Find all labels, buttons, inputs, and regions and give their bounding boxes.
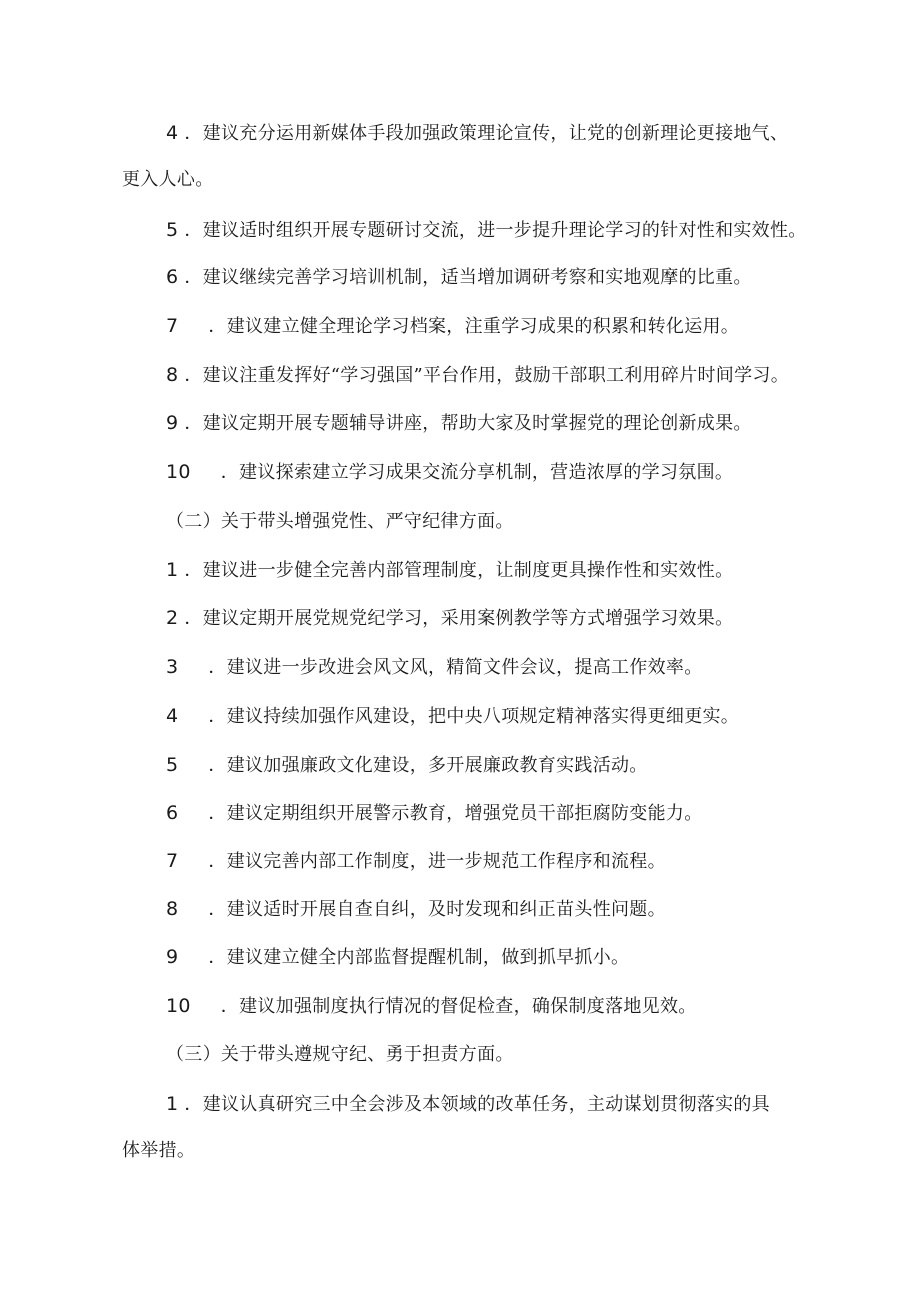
item-number: 1: [166, 1093, 179, 1115]
list-item: [166, 897, 666, 922]
item-text-continuation: 更入人心。: [122, 169, 214, 190]
list-item: [166, 655, 703, 680]
item-number: 10: [166, 995, 191, 1017]
item-text: ．建议建立健全内部监督提醒机制，做到抓早抓小。: [208, 947, 630, 968]
item-text: ．建议建立健全理论学习档案，注重学习成果的积累和转化运用。: [208, 316, 740, 337]
item-text: ．建议定期开展专题辅导讲座，帮助大家及时掌握党的理论创新成果。: [184, 413, 752, 434]
list-item-continuation: [122, 168, 214, 192]
item-text-continuation: 体举措。: [122, 1140, 196, 1161]
item-text: ．建议进一步改进会风文风，精简文件会议，提高工作效率。: [208, 657, 703, 678]
item-number: 5: [166, 754, 179, 776]
section-heading: （三）关于带头遵规守纪、勇于担责方面。: [166, 1044, 514, 1065]
list-item: [166, 460, 733, 485]
item-number: 4: [166, 122, 179, 144]
item-text: ．建议探索建立学习成果交流分享机制，营造浓厚的学习氛围。: [220, 462, 734, 483]
section-heading: （二）关于带头增强党性、严守纪律方面。: [166, 511, 514, 532]
item-number: 6: [166, 802, 179, 824]
item-number: 8: [166, 364, 179, 386]
list-item: [166, 265, 752, 290]
list-item: [166, 849, 666, 874]
item-text: ．建议定期组织开展警示教育，增强党员干部拒腐防变能力。: [208, 803, 703, 824]
item-number: 5: [166, 219, 179, 241]
item-number: 2: [166, 607, 179, 629]
item-number: 4: [166, 705, 179, 727]
item-number: 9: [166, 412, 179, 434]
list-item: [166, 218, 807, 243]
item-text: ．建议继续完善学习培训机制，适当增加调研考察和实地观摩的比重。: [184, 267, 752, 288]
item-text: ．建议进一步健全完善内部管理制度，让制度更具操作性和实效性。: [184, 560, 734, 581]
item-number: 1: [166, 559, 179, 581]
item-text: ．建议持续加强作风建设，把中央八项规定精神落实得更细更实。: [208, 706, 740, 727]
list-item: [166, 994, 697, 1019]
item-text: ．建议充分运用新媒体手段加强政策理论宣传，让党的创新理论更接地气、: [184, 123, 789, 144]
item-text: ．建议加强制度执行情况的督促检查，确保制度落地见效。: [220, 996, 697, 1017]
item-number: 9: [166, 946, 179, 968]
item-number: 10: [166, 461, 191, 483]
list-item: [166, 363, 789, 388]
list-item: [166, 801, 703, 826]
item-text: ．建议适时开展自查自纠，及时发现和纠正苗头性问题。: [208, 899, 666, 920]
item-number: 6: [166, 266, 179, 288]
item-text: ．建议完善内部工作制度，进一步规范工作程序和流程。: [208, 851, 666, 872]
list-item: [166, 753, 648, 778]
list-item-continuation: [122, 1139, 195, 1163]
item-text: ．建议定期开展党规党纪学习，采用案例教学等方式增强学习效果。: [184, 608, 734, 629]
list-item: [166, 945, 629, 970]
list-item: [166, 314, 739, 339]
item-number: 3: [166, 656, 179, 678]
item-text: ．建议适时组织开展专题研讨交流，进一步提升理论学习的针对性和实效性。: [184, 220, 807, 241]
list-item: [166, 704, 739, 729]
item-text: ．建议注重发挥好“学习强国”平台作用，鼓励干部职工利用碎片时间学习。: [184, 365, 789, 386]
list-item: [166, 1092, 770, 1117]
list-item: [166, 121, 788, 146]
item-number: 7: [166, 850, 179, 872]
item-text: ．建议认真研究三中全会涉及本领域的改革任务，主动谋划贯彻落实的具: [184, 1094, 770, 1115]
item-text: ．建议加强廉政文化建设，多开展廉政教育实践活动。: [208, 755, 648, 776]
list-item: [166, 606, 733, 631]
item-number: 7: [166, 315, 179, 337]
item-number: 8: [166, 898, 179, 920]
list-item: [166, 411, 752, 436]
list-item: [166, 558, 733, 583]
